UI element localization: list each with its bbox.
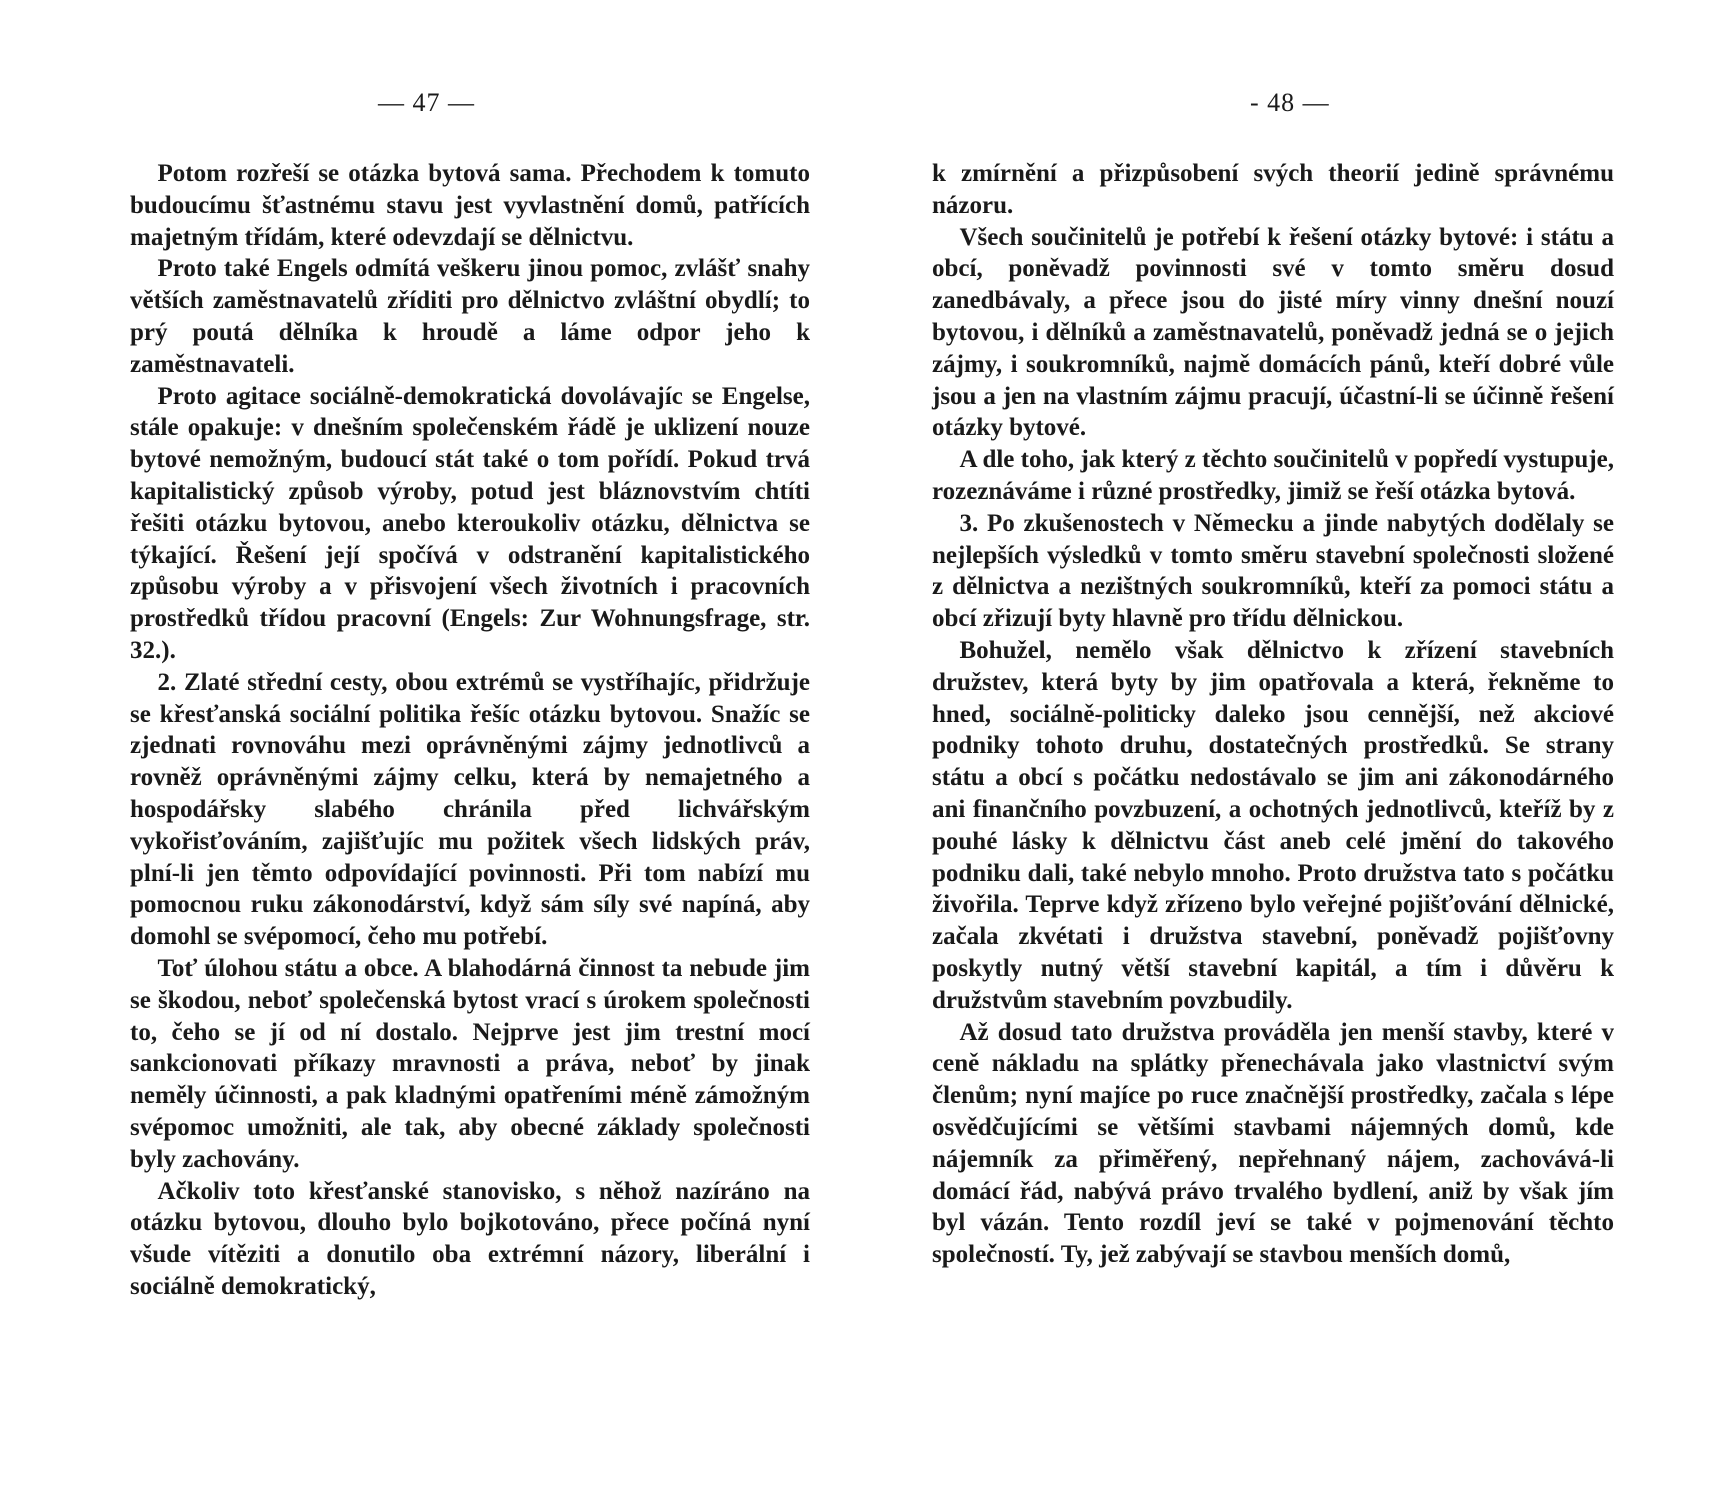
paragraph: k zmírnění a přizpůsobení svých theorií jedině správnému názoru. bbox=[932, 160, 1614, 219]
paragraph: Proto agitace sociálně-demokratická dovolávajíc se Engelse, stále opakuje: v dnešním společenském řádě je uklizení nouze bytové nemožným, budoucí stát také o tom pořídí. Pokud trvá kapitalistický způsob výroby, potud jest bláznovstvím chtíti řešiti otázku bytovou, anebo kteroukoliv otázku, dělnictva se týkající. Řešení její spočívá v odstranění kapitalistického způsobu výroby a v přisvojení všech životních i pracovních prostředků třídou pracovní (Engels: Zur Wohnungsfrage, str. 32.). bbox=[130, 382, 810, 664]
paragraph: Proto také Engels odmítá veškeru jinou pomoc, zvlášť snahy větších zaměstnavatelů zříditi pro dělnictvo zvláštní obydlí; to prý poutá dělníka k hroudě a láme odpor jeho k zaměstnavateli. bbox=[130, 255, 810, 378]
page-text bbox=[130, 158, 810, 1303]
paragraph: A dle toho, jak který z těchto součinitelů v popředí vystupuje, rozeznáváme i různé prostředky, jimiž se řeší otázka bytová. bbox=[932, 446, 1614, 505]
paragraph: Toť úlohou státu a obce. A blahodárná činnost ta nebude jim se škodou, neboť společenská bytost vrací s úrokem společnosti to, čeho se jí od ní dostalo. Nejprve jest jim trestní mocí sankcionovati příkazy mravnosti a práva, neboť by jinak neměly účinnosti, a pak kladnými opatřeními méně zámožným svépomoc umožniti, ale tak, aby obecné základy společnosti byly zachovány. bbox=[130, 954, 810, 1173]
paragraph: 2. Zlaté střední cesty, obou extrémů se vystříhajíc, přidržuje se křesťanská sociální politika řešíc otázku bytovou. Snažíc se zjednati rovnováhu mezi oprávněnými zájmy jednotlivců a rovněž oprávněnými zájmy celku, která by nemajetného a hospodářsky slabého chránila před lichvářským vykořisťováním, zajišťujíc mu požitek všech lidských práv, plní-li jen těmto odpovídající povinnosti. Při tom nabízí mu pomocnou ruku zákonodárství, když sám síly své napíná, aby domohl se svépomocí, čeho mu potřebí. bbox=[130, 668, 810, 951]
page-number: — 47 — bbox=[378, 88, 475, 117]
page-number: - 48 — bbox=[1250, 88, 1330, 117]
paragraph: Až dosud tato družstva prováděla jen menší stavby, které v ceně nákladu na splátky přenechávala jako vlastnictví svým členům; nyní majíce po ruce značnější prostředky, začala s lépe osvědčujícími se většími stavbami nájemných domů, kde nájemník za přiměřený, nepřehnaný nájem, zachovává-li domácí řád, nabývá právo trvalého bydlení, aniž by však jím byl vázán. Tento rozdíl jeví se také v pojmenování těchto společností. Ty, jež zabývají se stavbou menších domů, bbox=[932, 1018, 1614, 1269]
paragraph: Ačkoliv toto křesťanské stanovisko, s něhož nazíráno na otázku bytovou, dlouho bylo bojkotováno, přece počíná nyní všude vítěziti a donutilo oba extrémní názory, liberální i sociálně demokratický, bbox=[130, 1177, 810, 1300]
paragraph: Bohužel, nemělo však dělnictvo k zřízení stavebních družstev, která byty by jim opatřovala a která, řekněme to hned, sociálně-politicky daleko jsou cennější, než akciové podniky tohoto druhu, dostatečných prostředků. Se strany státu a obcí s počátku nedostávalo se jim ani zákonodárného ani finančního povzbuzení, a ochotných jednotlivců, kteříž by z pouhé lásky k dělnictvu část aneb celé jmění do takového podniku dali, také nebylo mnoho. Proto družstva tato s počátku živořila. Teprve když zřízeno bylo veřejné pojišťování dělnické, začala zkvétati i družstva stavební, poněvadž pojišťovny poskytly nutný větší stavební kapitál, a tím i důvěru k družstvům stavebním povzbudily. bbox=[932, 636, 1614, 1014]
left-page bbox=[130, 0, 810, 1500]
right-page bbox=[932, 0, 1614, 1500]
paragraph: Všech součinitelů je potřebí k řešení otázky bytové: i státu a obcí, poněvadž povinnosti své v tomto směru dosud zanedbávaly, a přece jsou do jisté míry vinny dnešní nouzí bytovou, i dělníků a zaměstnavatelů, poněvadž jedná se o jejich zájmy, i soukromníků, najmě domácích pánů, kteří dobré vůle jsou a jen na vlastním zájmu pracují, účastní-li se účinně řešení otázky bytové. bbox=[932, 223, 1614, 442]
paragraph: 3. Po zkušenostech v Německu a jinde nabytých dodělaly se nejlepších výsledků v tomto směru stavební společnosti složené z dělnictva a nezištných soukromníků, kteří za pomoci státu a obcí zřizují byty hlavně pro třídu dělnickou. bbox=[932, 509, 1614, 633]
page-text bbox=[932, 158, 1614, 1271]
paragraph: Potom rozřeší se otázka bytová sama. Přechodem k tomuto budoucímu šťastnému stavu jest vyvlastnění domů, patřících majetným třídám, které odevzdají se dělnictvu. bbox=[130, 160, 810, 251]
